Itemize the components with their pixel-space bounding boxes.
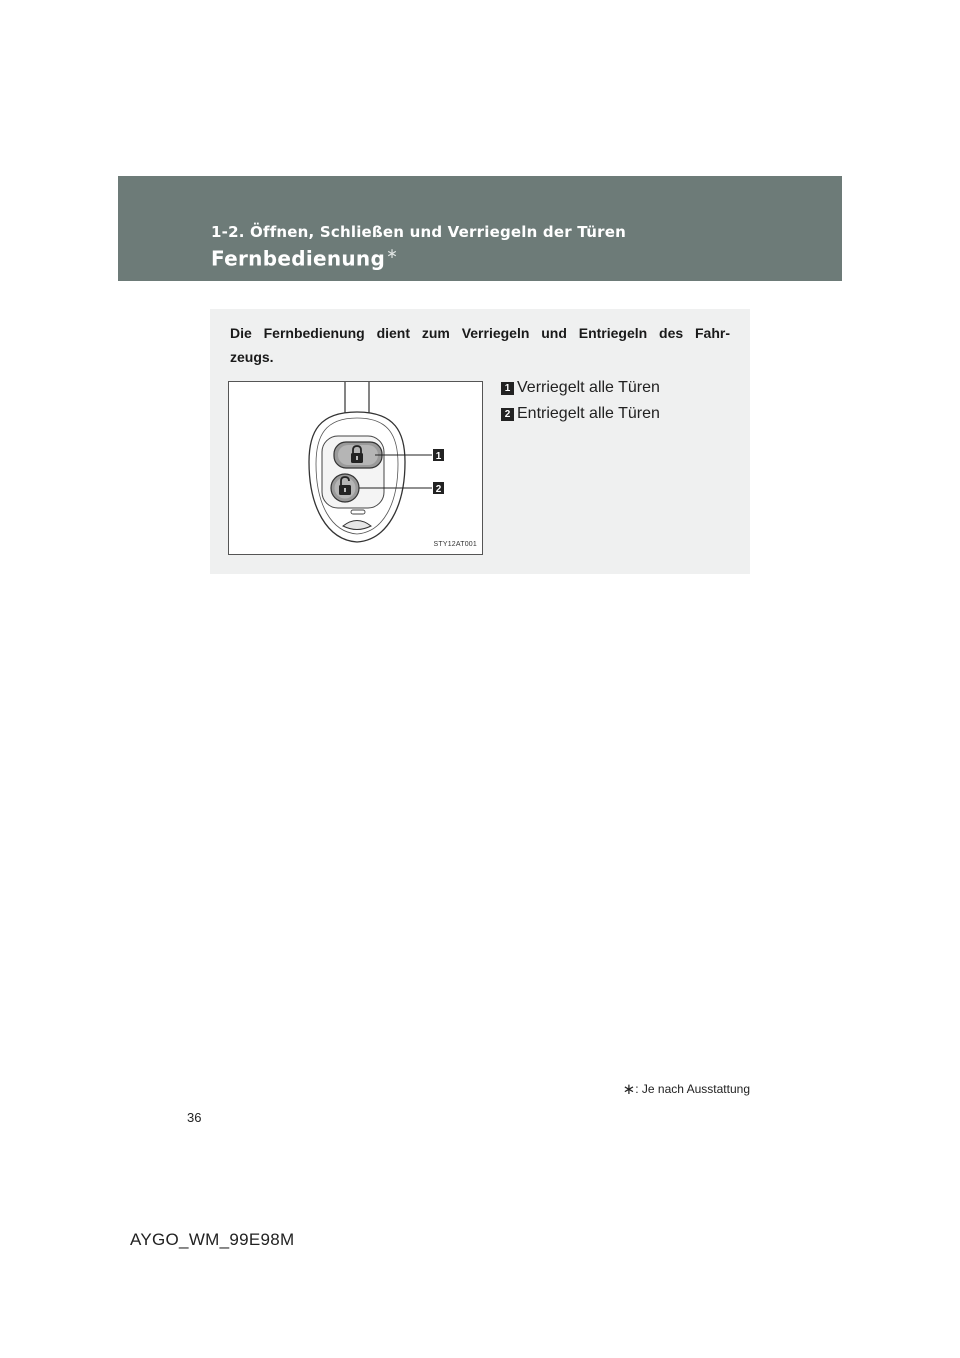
figure-code: STY12AT001 [433, 541, 477, 548]
footnote-text: : Je nach Ausstattung [635, 1082, 750, 1096]
page-title-text: Fernbedienung [211, 246, 386, 271]
callout-badge-1: 1 [501, 382, 514, 395]
remote-key-figure [228, 381, 483, 555]
chapter-header-band [118, 176, 842, 281]
info-panel [210, 309, 750, 574]
legend-label-lock: Verriegelt alle Türen [517, 379, 660, 396]
legend-label-unlock: Entriegelt alle Türen [517, 405, 660, 422]
page-title [211, 246, 398, 271]
callout-badge-2: 2 [501, 408, 514, 421]
legend-item-lock [501, 375, 660, 401]
equipment-footnote [623, 1080, 750, 1098]
footnote-marker: ∗ [622, 1081, 636, 1098]
page-number: 36 [187, 1110, 202, 1125]
document-code: AYGO_WM_99E98M [130, 1230, 295, 1249]
section-label: 1-2. Öffnen, Schließen und Verriegeln der Türen [211, 223, 626, 241]
remote-key-illustration [229, 382, 484, 556]
intro-text: Die Fernbedienung dient zum Verriegeln und Entriegeln des Fahr-zeugs. [230, 325, 730, 365]
figure-callout-1-number: 1 [435, 451, 442, 462]
equipment-marker: ∗ [386, 246, 399, 262]
legend-item-unlock [501, 401, 660, 427]
callout-legend [501, 375, 660, 427]
figure-callout-2-number: 2 [435, 484, 442, 495]
